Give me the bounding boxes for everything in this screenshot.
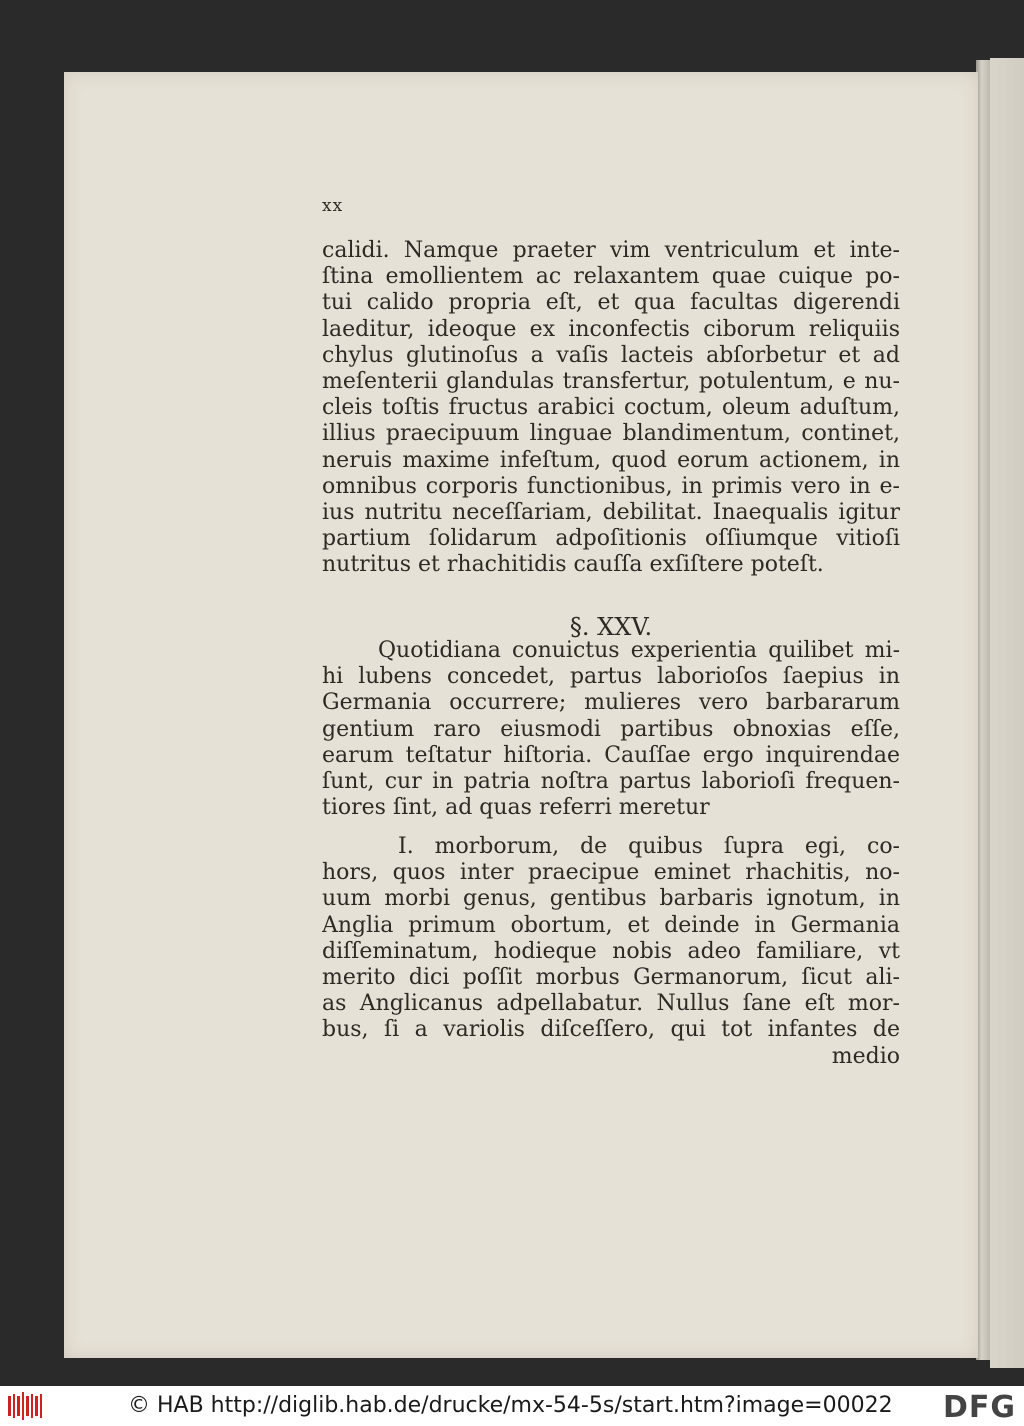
text-line: gentium raro eiusmodi partibus obnoxias eſſe, [322, 716, 900, 742]
page-fore-edge [976, 60, 990, 1360]
text-line: cleis toſtis fructus arabici coctum, oleum aduſtum, [322, 395, 900, 421]
paragraph-1 [322, 238, 900, 578]
text-line: I. morborum, de quibus ſupra egi, co- [398, 834, 900, 859]
page-number: xx [322, 196, 344, 216]
text-line: illius praecipuum linguae blandimentum, continet, [322, 421, 900, 447]
footer-bar [0, 1386, 1024, 1426]
text-line: tui calido propria eſt, et qua facultas digerendi [322, 290, 900, 316]
paragraph-3 [322, 834, 900, 1070]
text-line: ius nutritu neceſſariam, debilitat. Inaequalis igitur [322, 499, 900, 525]
copyright-link[interactable]: © HAB http://diglib.hab.de/drucke/mx-54-5s/start.htm?image=00022 [128, 1393, 893, 1418]
paragraph-2 [322, 638, 900, 821]
text-line: diſſeminatum, hodieque nobis adeo familiare, vt [322, 938, 900, 964]
text-line: ſtina emollientem ac relaxantem quae cuique po- [322, 264, 900, 290]
dfg-logo: DFG [942, 1390, 1016, 1425]
text-line: uum morbi genus, gentibus barbaris ignotum, in [322, 886, 900, 912]
text-line: Quotidiana conuictus experientia quilibet mi- [378, 638, 900, 663]
text-line: hors, quos inter praecipue eminet rhachitis, no- [322, 860, 900, 886]
text-line: meſenterii glandulas transfertur, potulentum, e nu- [322, 368, 900, 394]
neighbor-page-edge [990, 58, 1024, 1368]
text-line: Germania occurrere; mulieres vero barbararum [322, 690, 900, 716]
hab-barcode-icon [8, 1392, 44, 1420]
text-line: chylus glutinoſus a vaſis lacteis abſorbetur et ad [322, 342, 900, 368]
text-line: laeditur, ideoque ex inconfectis ciborum reliquiis [322, 316, 900, 342]
text-line: merito dici poſſit morbus Germanorum, ſicut ali- [322, 964, 900, 990]
text-line: ſunt, cur in patria noſtra partus laborioſi frequen- [322, 768, 900, 794]
text-line: nutritus et rhachitidis cauſſa exſiſtere poteſt. [322, 552, 824, 578]
text-line: Anglia primum obortum, et deinde in Germania [322, 912, 900, 938]
text-line: calidi. Namque praeter vim ventriculum et inte- [322, 238, 900, 263]
text-line: bus, ſi a variolis diſceſſero, qui tot infantes de [322, 1017, 900, 1043]
text-line: partium ſolidarum adpoſitionis oſſiumque vitioſi [322, 526, 900, 552]
text-line: neruis maxime infeſtum, quod eorum actionem, in [322, 447, 900, 473]
catchword: medio [831, 1043, 900, 1069]
text-line: as Anglicanus adpellabatur. Nullus ſane eſt mor- [322, 991, 900, 1017]
text-line: omnibus corporis functionibus, in primis vero in e- [322, 473, 900, 499]
text-line: tiores ſint, ad quas referri meretur [322, 795, 710, 821]
text-line: earum teſtatur hiſtoria. Cauſſae ergo inquirendae [322, 742, 900, 768]
section-heading: §. XXV. [569, 613, 653, 641]
text-line: hi lubens concedet, partus laborioſos ſaepius in [322, 664, 900, 690]
